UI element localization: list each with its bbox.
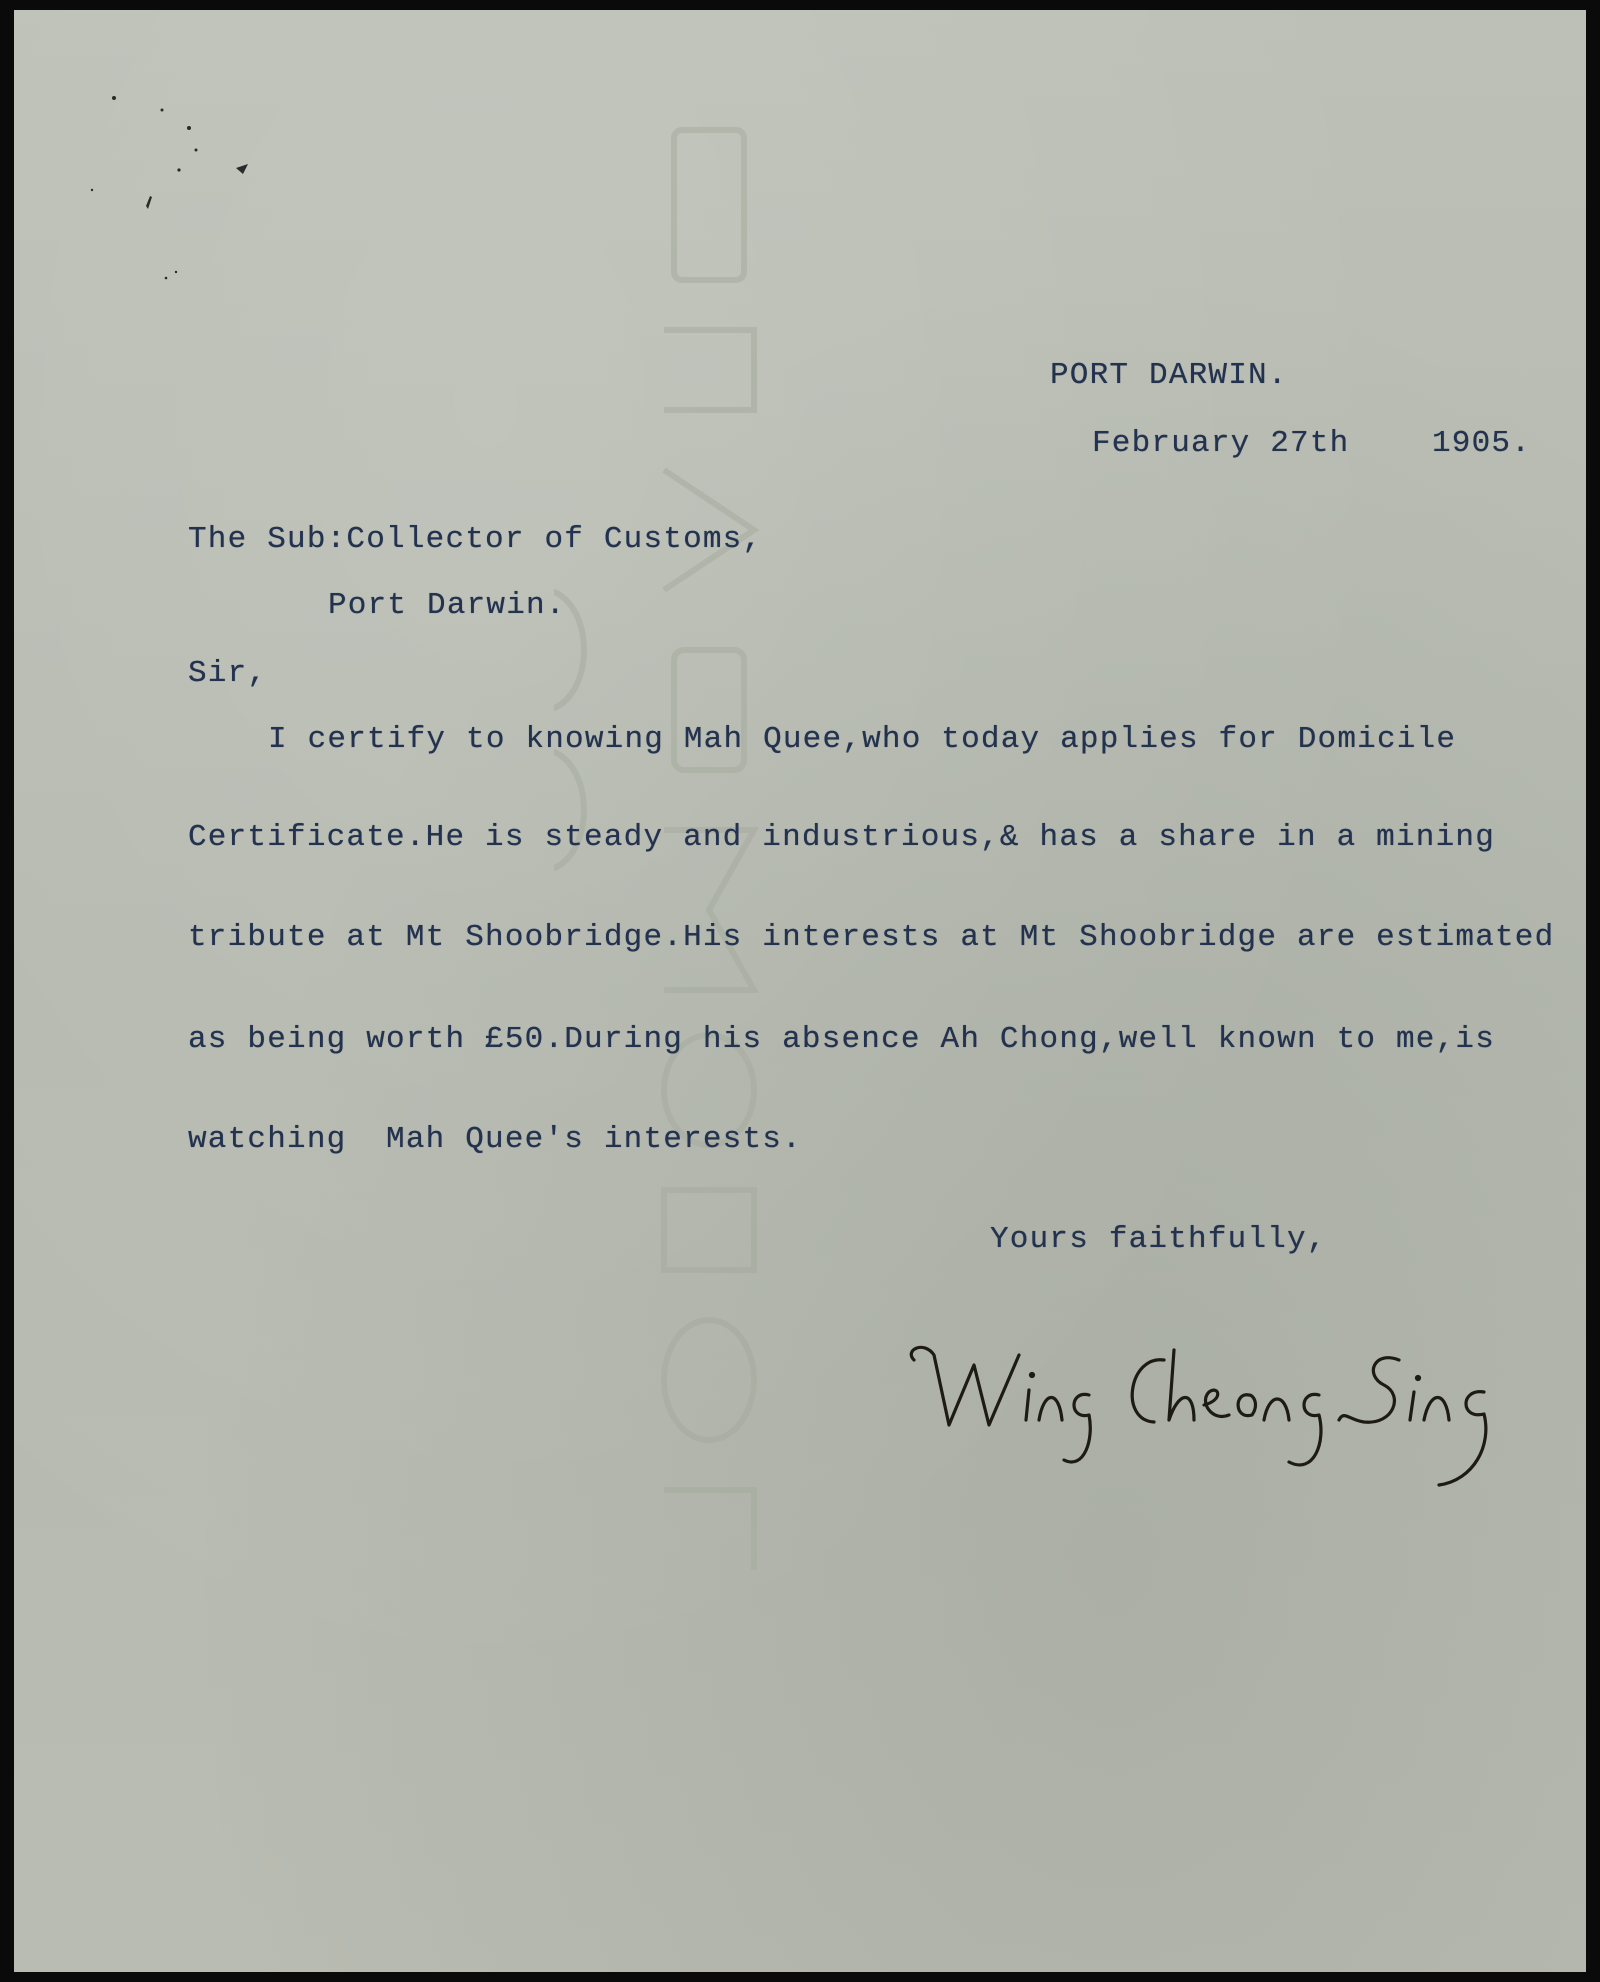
body-line: as being worth £50.During his absence Ah Chong,well known to me,is (188, 1022, 1495, 1057)
body-line: tribute at Mt Shoobridge.His interests at Mt Shoobridge are estimated (188, 920, 1555, 955)
body-line: I certify to knowing Mah Quee,who today applies for Domicile (268, 722, 1457, 757)
closing: Yours faithfully, (990, 1222, 1327, 1257)
year-line: 1905. (1432, 426, 1532, 461)
addressee-line-1: The Sub:Collector of Customs, (188, 522, 763, 557)
addressee-line-2: Port Darwin. (328, 588, 566, 623)
body-line: Certificate.He is steady and industrious,& has a share in a mining (188, 820, 1495, 855)
salutation: Sir, (188, 656, 268, 691)
place-line: PORT DARWIN. (1050, 358, 1288, 393)
handwritten-signature (894, 1330, 1534, 1500)
paper-watermark (554, 90, 884, 1690)
date-line: February 27th (1092, 426, 1350, 461)
letter-paper (14, 10, 1586, 1972)
ink-specks (14, 10, 314, 330)
body-line: watching Mah Quee's interests. (188, 1122, 802, 1157)
